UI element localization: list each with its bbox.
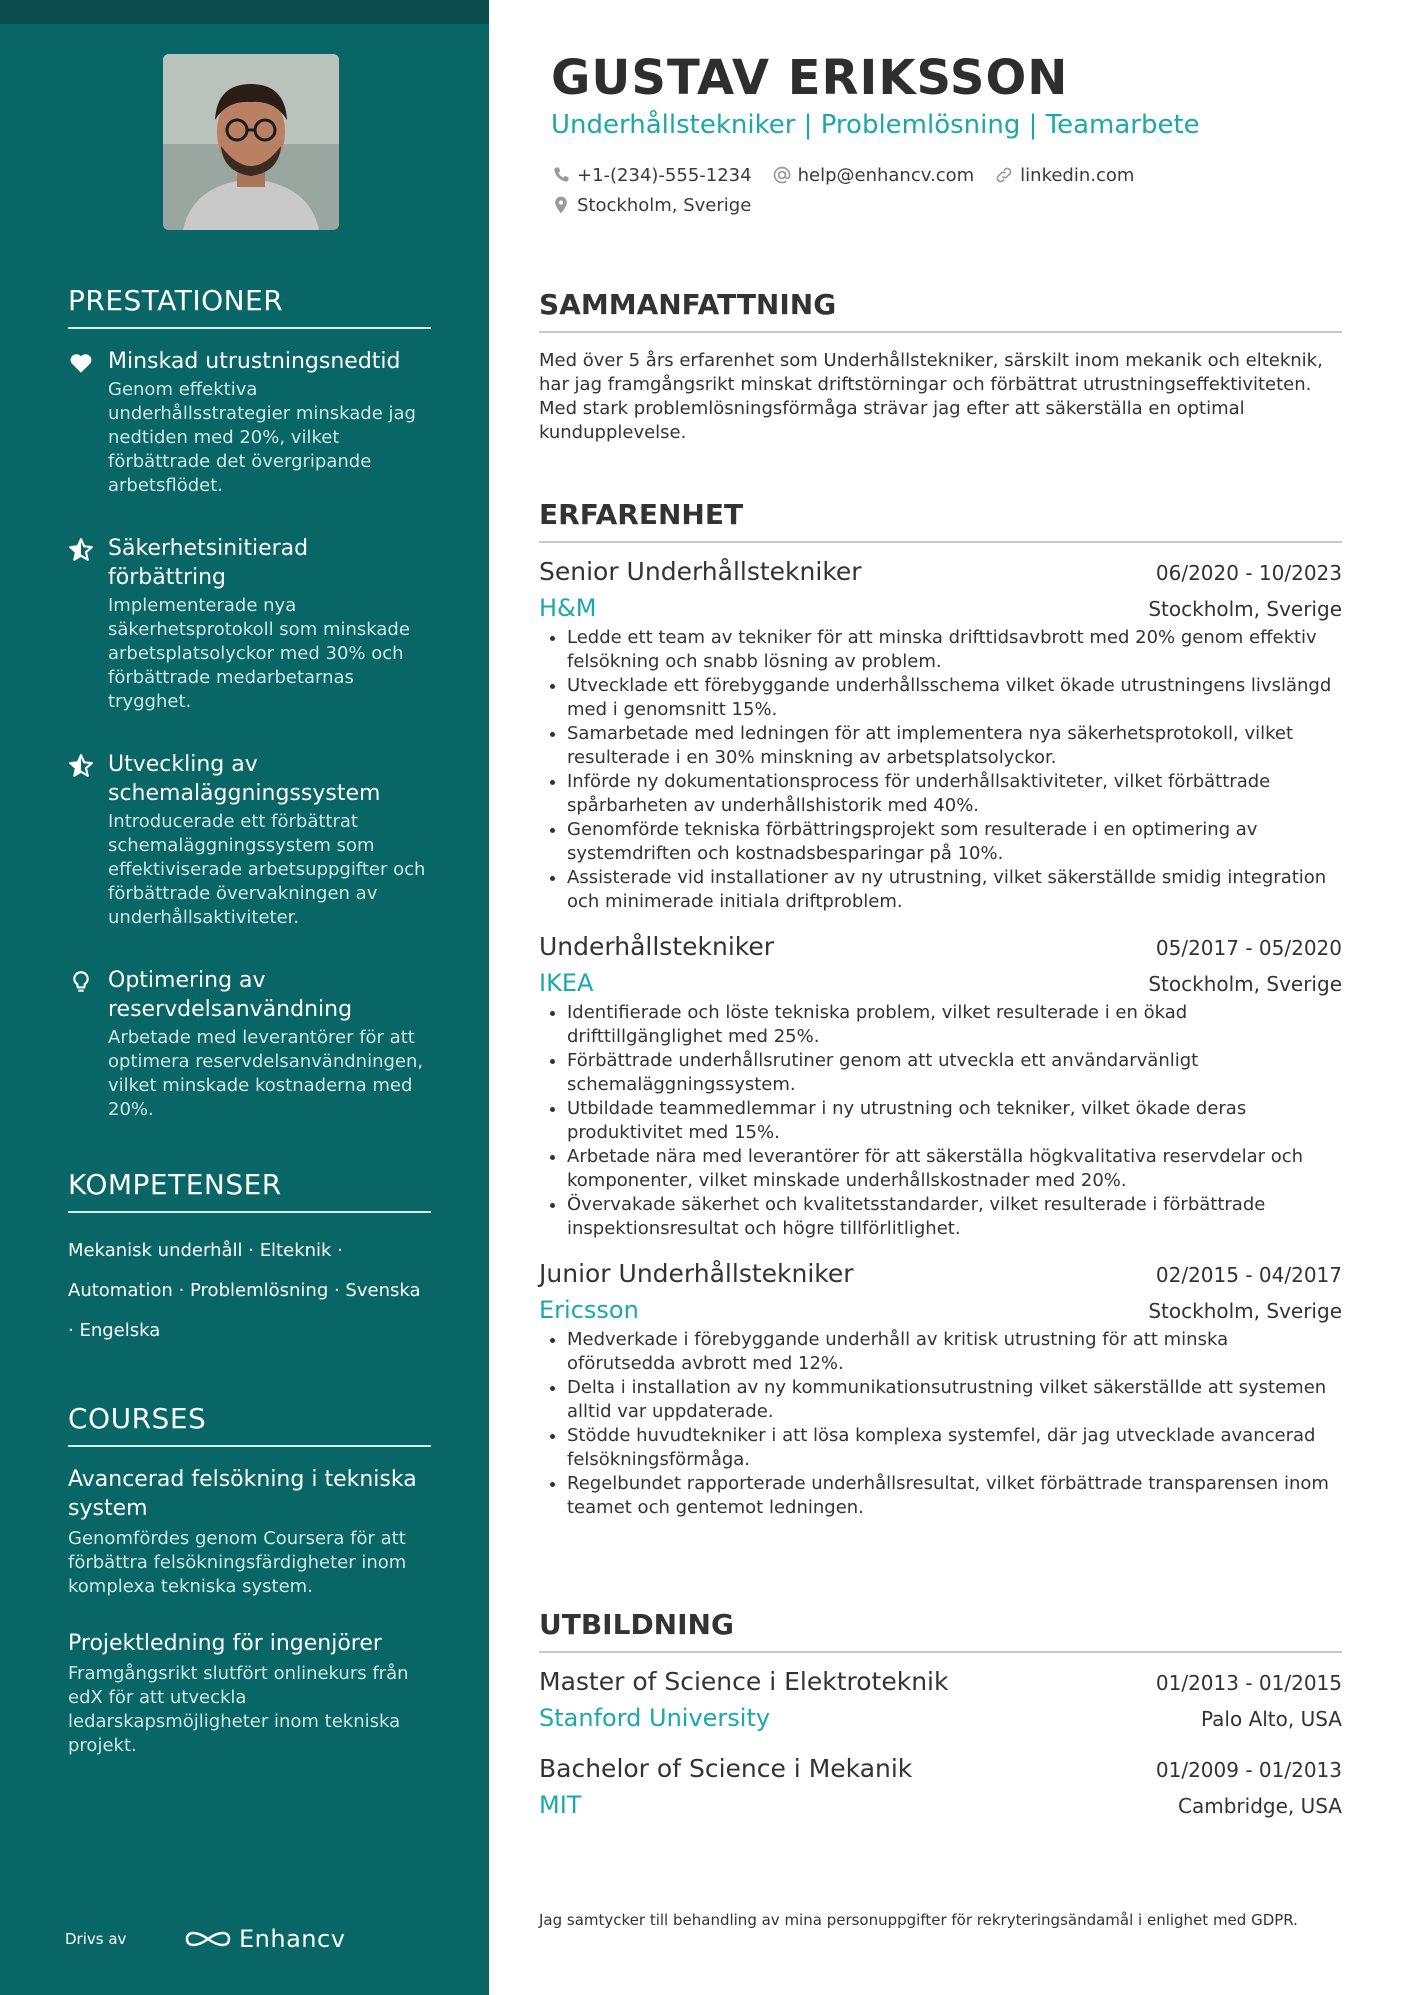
course-description: Genomfördes genom Coursera för att förbättra felsökningsfärdigheter inom komplexa tekniska system.	[68, 1528, 407, 1597]
course-item	[68, 1629, 431, 1758]
job-bullet: • Stödde huvudtekniker i att lösa komplexa systemfel, där jag utvecklade avancerad felsökningsförmåga.	[567, 1424, 1342, 1472]
course-description: Framgångsrikt slutfört onlinekurs från edX för att utveckla ledarskapsmöjligheter inom tekniska projekt.	[68, 1663, 409, 1756]
profile-photo	[163, 54, 339, 230]
achievement-title: Minskad utrustningsnedtid	[108, 349, 401, 374]
job-dates: 05/2017 - 05/2020	[1155, 936, 1342, 960]
enhancv-logo-icon	[183, 1925, 233, 1953]
job-bullet: • Övervakade säkerhet och kvalitetsstandarder, vilket resulterade i förbättrade inspektionsresultat och högre tillförlitlighet.	[567, 1193, 1342, 1241]
skill-item: Svenska	[345, 1280, 421, 1301]
course-title: Projektledning för ingenjörer	[68, 1631, 382, 1656]
job-bullets	[539, 626, 1342, 914]
achievement-item	[68, 534, 431, 714]
heart-icon	[68, 350, 94, 376]
achievement-description: Genom effektiva underhållsstrategier minskade jag nedtiden med 20%, vilket förbättrade det övergripande arbetsflödet.	[108, 379, 416, 496]
achievement-item	[68, 750, 431, 930]
courses-title: COURSES	[68, 1402, 431, 1447]
achievement-description: Implementerade nya säkerhetsprotokoll som minskade arbetsplatsolyckor med 30% och förbättrade medarbetarnas trygghet.	[108, 595, 410, 712]
lightbulb-icon	[68, 969, 94, 995]
summary-title: SAMMANFATTNING	[539, 288, 1342, 333]
job-bullet: • Utvecklade ett förebyggande underhållsschema vilket ökade utrustningens livslängd med i genomsnitt 15%.	[567, 674, 1342, 722]
skill-item: Automation	[68, 1280, 173, 1301]
education-dates: 01/2009 - 01/2013	[1155, 1758, 1342, 1782]
link-icon	[994, 165, 1014, 185]
linkedin-url: linkedin.com	[1020, 164, 1135, 186]
achievement-title: Säkerhetsinitierad förbättring	[108, 536, 309, 590]
achievements-title: PRESTATIONER	[68, 284, 431, 329]
course-title: Avancerad felsökning i tekniska system	[68, 1467, 417, 1521]
job-dates: 02/2015 - 04/2017	[1155, 1263, 1342, 1287]
experience-section	[539, 498, 1342, 1520]
achievement-item	[68, 347, 431, 498]
job-location: Stockholm, Sverige	[1148, 1299, 1342, 1323]
skill-item: Problemlösning	[190, 1280, 329, 1301]
job-bullet: • Genomförde tekniska förbättringsprojekt som resulterade i en optimering av systemdriften och kostnadsbesparingar på 10%.	[567, 818, 1342, 866]
job-bullet: • Införde ny dokumentationsprocess för underhållsaktiviteter, vilket förbättrade spårbarheten av underhållshistorik med 40%.	[567, 770, 1342, 818]
job-entry	[539, 1259, 1342, 1520]
degree: Master of Science i Elektroteknik	[539, 1667, 949, 1696]
job-bullet: • Regelbundet rapporterade underhållsresultat, vilket förbättrade transparensen inom teamet och gentemot ledningen.	[567, 1472, 1342, 1520]
phone-contact[interactable]	[551, 165, 752, 186]
location-contact	[551, 195, 751, 216]
job-bullet: • Utbildade teammedlemmar i ny utrustning och tekniker, vilket ökade deras produktivitet med 15%.	[567, 1097, 1342, 1145]
phone-icon	[551, 165, 571, 185]
job-bullet: • Ledde ett team av tekniker för att minska drifttidsavbrott med 20% genom effektiv felsökning och snabb lösning av problem.	[567, 626, 1342, 674]
summary-text: Med över 5 års erfarenhet som Underhållstekniker, särskilt inom mekanik och elteknik, har jag framgångsrikt minskat driftstörningar och förbättrat utrustningseffektiviteten. Med stark problemlösningsförmåga strävar jag efter att säkerställa en optimal kundupplevelse.	[539, 350, 1323, 443]
location-pin-icon	[551, 195, 571, 215]
course-item	[68, 1465, 431, 1599]
portrait-illustration	[163, 54, 339, 230]
enhancv-logo-link[interactable]	[183, 1922, 345, 1956]
school-location: Cambridge, USA	[1178, 1794, 1342, 1818]
linkedin-contact[interactable]	[994, 165, 1134, 186]
job-bullet: • Arbetade nära med leverantörer för att säkerställa högkvalitativa reservdelar och komponenter, vilket minskade underhållskostnader med 20%.	[567, 1145, 1342, 1193]
job-title: Junior Underhållstekniker	[539, 1259, 854, 1288]
skill-item: Elteknik	[259, 1240, 332, 1261]
job-bullet: • Samarbetade med ledningen för att implementera nya säkerhetsprotokoll, vilket resulterade i en 30% minskning av arbetsplatsolyckor.	[567, 722, 1342, 770]
contact-info	[551, 160, 1341, 220]
company-name: IKEA	[539, 969, 594, 997]
skills-list: Mekanisk underhåll · Elteknik · Automation · Problemlösning · Svenska · Engelska	[68, 1240, 421, 1341]
powered-by-label: Drivs av	[65, 1930, 127, 1948]
location-text: Stockholm, Sverige	[577, 194, 752, 216]
star-half-icon	[68, 753, 94, 779]
at-icon	[772, 165, 792, 185]
job-entry	[539, 557, 1342, 914]
job-bullet: • Delta i installation av ny kommunikationsutrustning vilket säkerställde att systemen alltid var uppdaterade.	[567, 1376, 1342, 1424]
job-bullet: • Medverkade i förebyggande underhåll av kritisk utrustning för att minska oförutsedda avbrott med 12%.	[567, 1328, 1342, 1376]
achievement-description: Introducerade ett förbättrat schemaläggningssystem som effektiviserade arbetsuppgifter och förbättrade övervakningen av underhållsaktiviteter.	[108, 811, 426, 928]
school-name: Stanford University	[539, 1704, 771, 1732]
gdpr-consent: Jag samtycker till behandling av mina personuppgifter för rekryteringsändamål i enlighet med GDPR.	[539, 1911, 1298, 1929]
skills-title: KOMPETENSER	[68, 1168, 431, 1213]
job-location: Stockholm, Sverige	[1148, 597, 1342, 621]
education-title: UTBILDNING	[539, 1608, 1342, 1653]
phone-number: +1-(234)-555-1234	[577, 164, 752, 186]
achievement-title: Utveckling av schemaläggningssystem	[108, 752, 381, 806]
email-address: help@enhancv.com	[797, 164, 975, 186]
education-dates: 01/2013 - 01/2015	[1155, 1671, 1342, 1695]
school-name: MIT	[539, 1791, 582, 1819]
achievements-section	[68, 284, 431, 1158]
job-bullet: • Identifierade och löste tekniska problem, vilket resulterade i en ökad drifttillgänglighet med 25%.	[567, 1001, 1342, 1049]
job-bullets	[539, 1001, 1342, 1241]
job-dates: 06/2020 - 10/2023	[1155, 561, 1342, 585]
job-bullet: • Förbättrade underhållsrutiner genom att utveckla ett användarvänligt schemaläggningssystem.	[567, 1049, 1342, 1097]
job-entry	[539, 932, 1342, 1241]
star-half-icon	[68, 537, 94, 563]
sidebar-top-bar	[0, 0, 489, 24]
achievement-title: Optimering av reservdelsanvändning	[108, 968, 353, 1022]
candidate-name: GUSTAV ERIKSSON	[551, 50, 1069, 106]
courses-section	[68, 1402, 431, 1758]
experience-title: ERFARENHET	[539, 498, 1342, 543]
education-entry	[539, 1754, 1342, 1819]
skill-item: Engelska	[79, 1320, 161, 1341]
summary-section	[539, 288, 1342, 445]
sidebar	[0, 0, 489, 1995]
job-bullets	[539, 1328, 1342, 1520]
job-bullet: • Assisterade vid installationer av ny utrustning, vilket säkerställde smidig integration och minimerade initiala driftproblem.	[567, 866, 1342, 914]
education-entry	[539, 1667, 1342, 1732]
school-location: Palo Alto, USA	[1201, 1707, 1342, 1731]
achievement-item	[68, 966, 431, 1122]
job-title: Senior Underhållstekniker	[539, 557, 862, 586]
company-name: H&M	[539, 594, 597, 622]
headline: Underhållstekniker | Problemlösning | Teamarbete	[551, 110, 1200, 140]
brand-name: Enhancv	[239, 1925, 346, 1953]
education-section	[539, 1608, 1342, 1819]
achievement-description: Arbetade med leverantörer för att optimera reservdelsanvändningen, vilket minskade kostnaderna med 20%.	[108, 1027, 424, 1120]
job-title: Underhållstekniker	[539, 932, 775, 961]
skill-item: Mekanisk underhåll	[68, 1240, 243, 1261]
job-location: Stockholm, Sverige	[1148, 972, 1342, 996]
skills-section	[68, 1168, 431, 1351]
degree: Bachelor of Science i Mekanik	[539, 1754, 913, 1783]
email-contact[interactable]	[772, 165, 975, 186]
company-name: Ericsson	[539, 1296, 639, 1324]
